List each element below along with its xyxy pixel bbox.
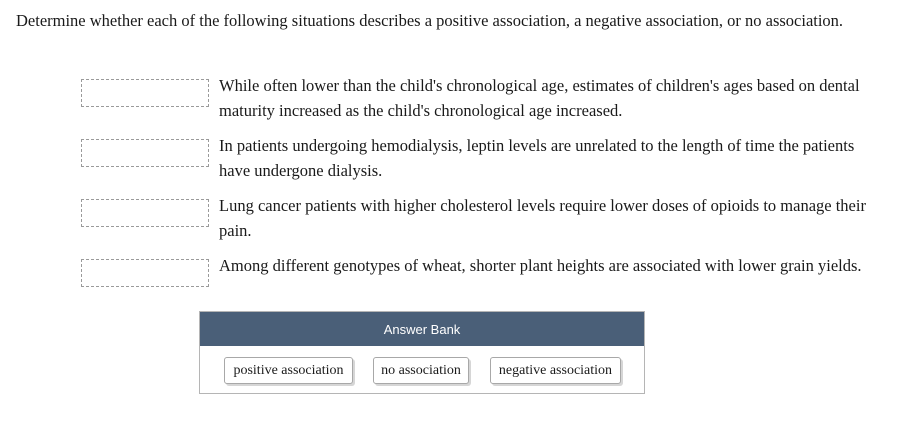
answer-drop-target[interactable] <box>81 79 209 107</box>
question-row <box>80 133 880 185</box>
answer-bank-body <box>200 346 644 393</box>
answer-drop-target[interactable] <box>81 259 209 287</box>
answer-drop-target[interactable] <box>81 199 209 227</box>
answer-chip-no-association[interactable]: no association <box>373 357 469 384</box>
situation-text: Among different genotypes of wheat, shorter plant heights are associated with lower grain yields. <box>219 256 862 275</box>
situation-text: Lung cancer patients with higher cholesterol levels require lower doses of opioids to manage their pain. <box>219 196 866 240</box>
instructions: Determine whether each of the following situations describes a positive association, a negative association, or no association. <box>16 11 844 30</box>
question-row <box>80 73 880 125</box>
situation-text: While often lower than the child's chronological age, estimates of children's ages based on dental maturity increased as the child's chronological age increased. <box>219 76 860 120</box>
question-row <box>80 253 880 305</box>
situation-text: In patients undergoing hemodialysis, leptin levels are unrelated to the length of time the patients have undergone dialysis. <box>219 136 855 180</box>
answer-drop-target[interactable] <box>81 139 209 167</box>
answer-chip-positive-association[interactable]: positive association <box>224 357 353 384</box>
answer-bank <box>199 311 645 394</box>
answer-chip-negative-association[interactable]: negative association <box>490 357 621 384</box>
question-row <box>80 193 880 245</box>
answer-bank-title: Answer Bank <box>200 312 644 346</box>
